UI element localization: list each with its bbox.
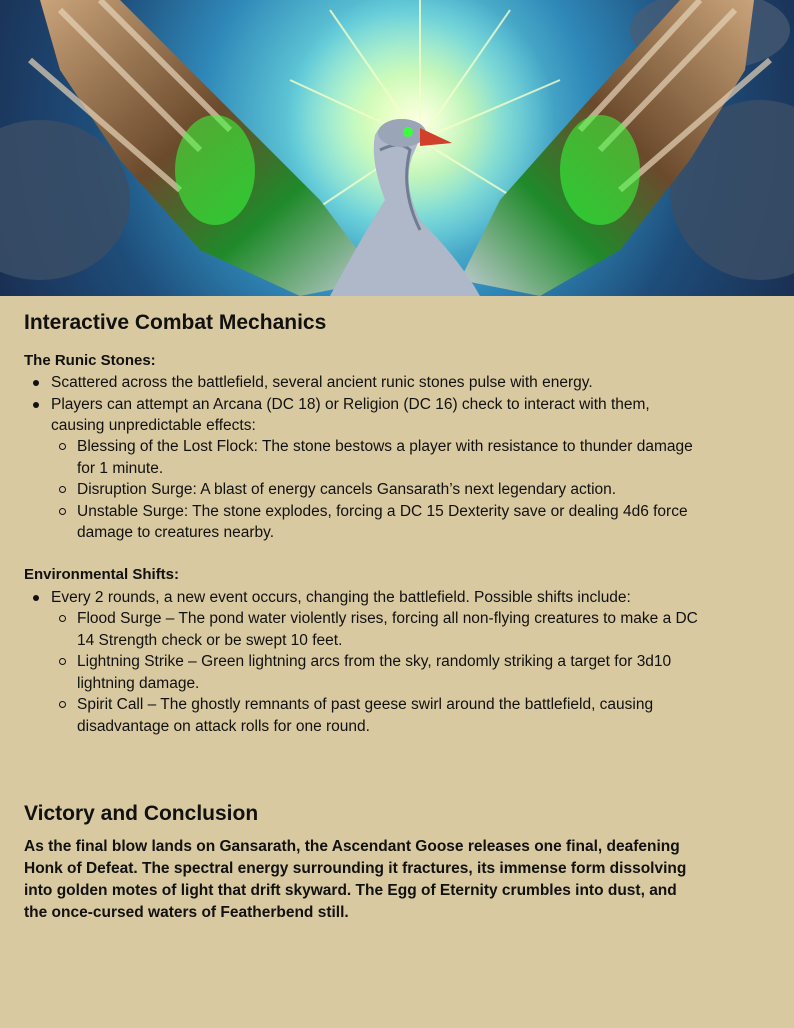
shifts-items-list [24,608,704,737]
victory-paragraph: As the final blow lands on Gansarath, the Ascendant Goose releases one final, deafening Honk of Defeat. The spectral energy surrounding it fractures, its immense form dissolving into golden motes of light that drift skyward. The Egg of Eternity crumbles into dust, and the once-cursed waters of Featherbend still. [24,838,687,921]
list-item: Disruption Surge: A blast of energy cancels Gansarath’s next legendary action. [24,479,704,501]
shifts-list [24,587,704,609]
list-item: Scattered across the battlefield, several ancient runic stones pulse with energy. [24,372,704,394]
list-item [24,394,704,437]
victory-title: Victory and Conclusion [24,802,259,825]
list-item: Spirit Call – The ghostly remnants of past geese swirl around the battlefield, causing disadvantage on attack rolls for one round. [24,694,704,737]
list-item-text: Players can attempt an Arcana (DC 18) or Religion (DC 16) check to interact with them, causing unpredictable effects: [51,395,650,434]
runic-list [24,372,704,437]
list-item: Flood Surge – The pond water violently rises, forcing all non-flying creatures to make a DC 14 Strength check or be swept 10 feet. [24,608,704,651]
hero-illustration [0,0,794,296]
environmental-shifts-heading: Environmental Shifts: [24,566,180,583]
runic-effects-list [24,436,704,544]
runic-stones-heading: The Runic Stones: [24,352,156,369]
list-item: Lightning Strike – Green lightning arcs from the sky, randomly striking a target for 3d10 lightning damage. [24,651,704,694]
list-item: Unstable Surge: The stone explodes, forcing a DC 15 Dexterity save or dealing 4d6 force damage to creatures nearby. [24,501,704,544]
list-item: Every 2 rounds, a new event occurs, changing the battlefield. Possible shifts include: [24,587,704,609]
combat-title: Interactive Combat Mechanics [24,311,327,334]
goose-artwork [0,0,794,296]
list-item: Blessing of the Lost Flock: The stone bestows a player with resistance to thunder damage for 1 minute. [24,436,704,479]
